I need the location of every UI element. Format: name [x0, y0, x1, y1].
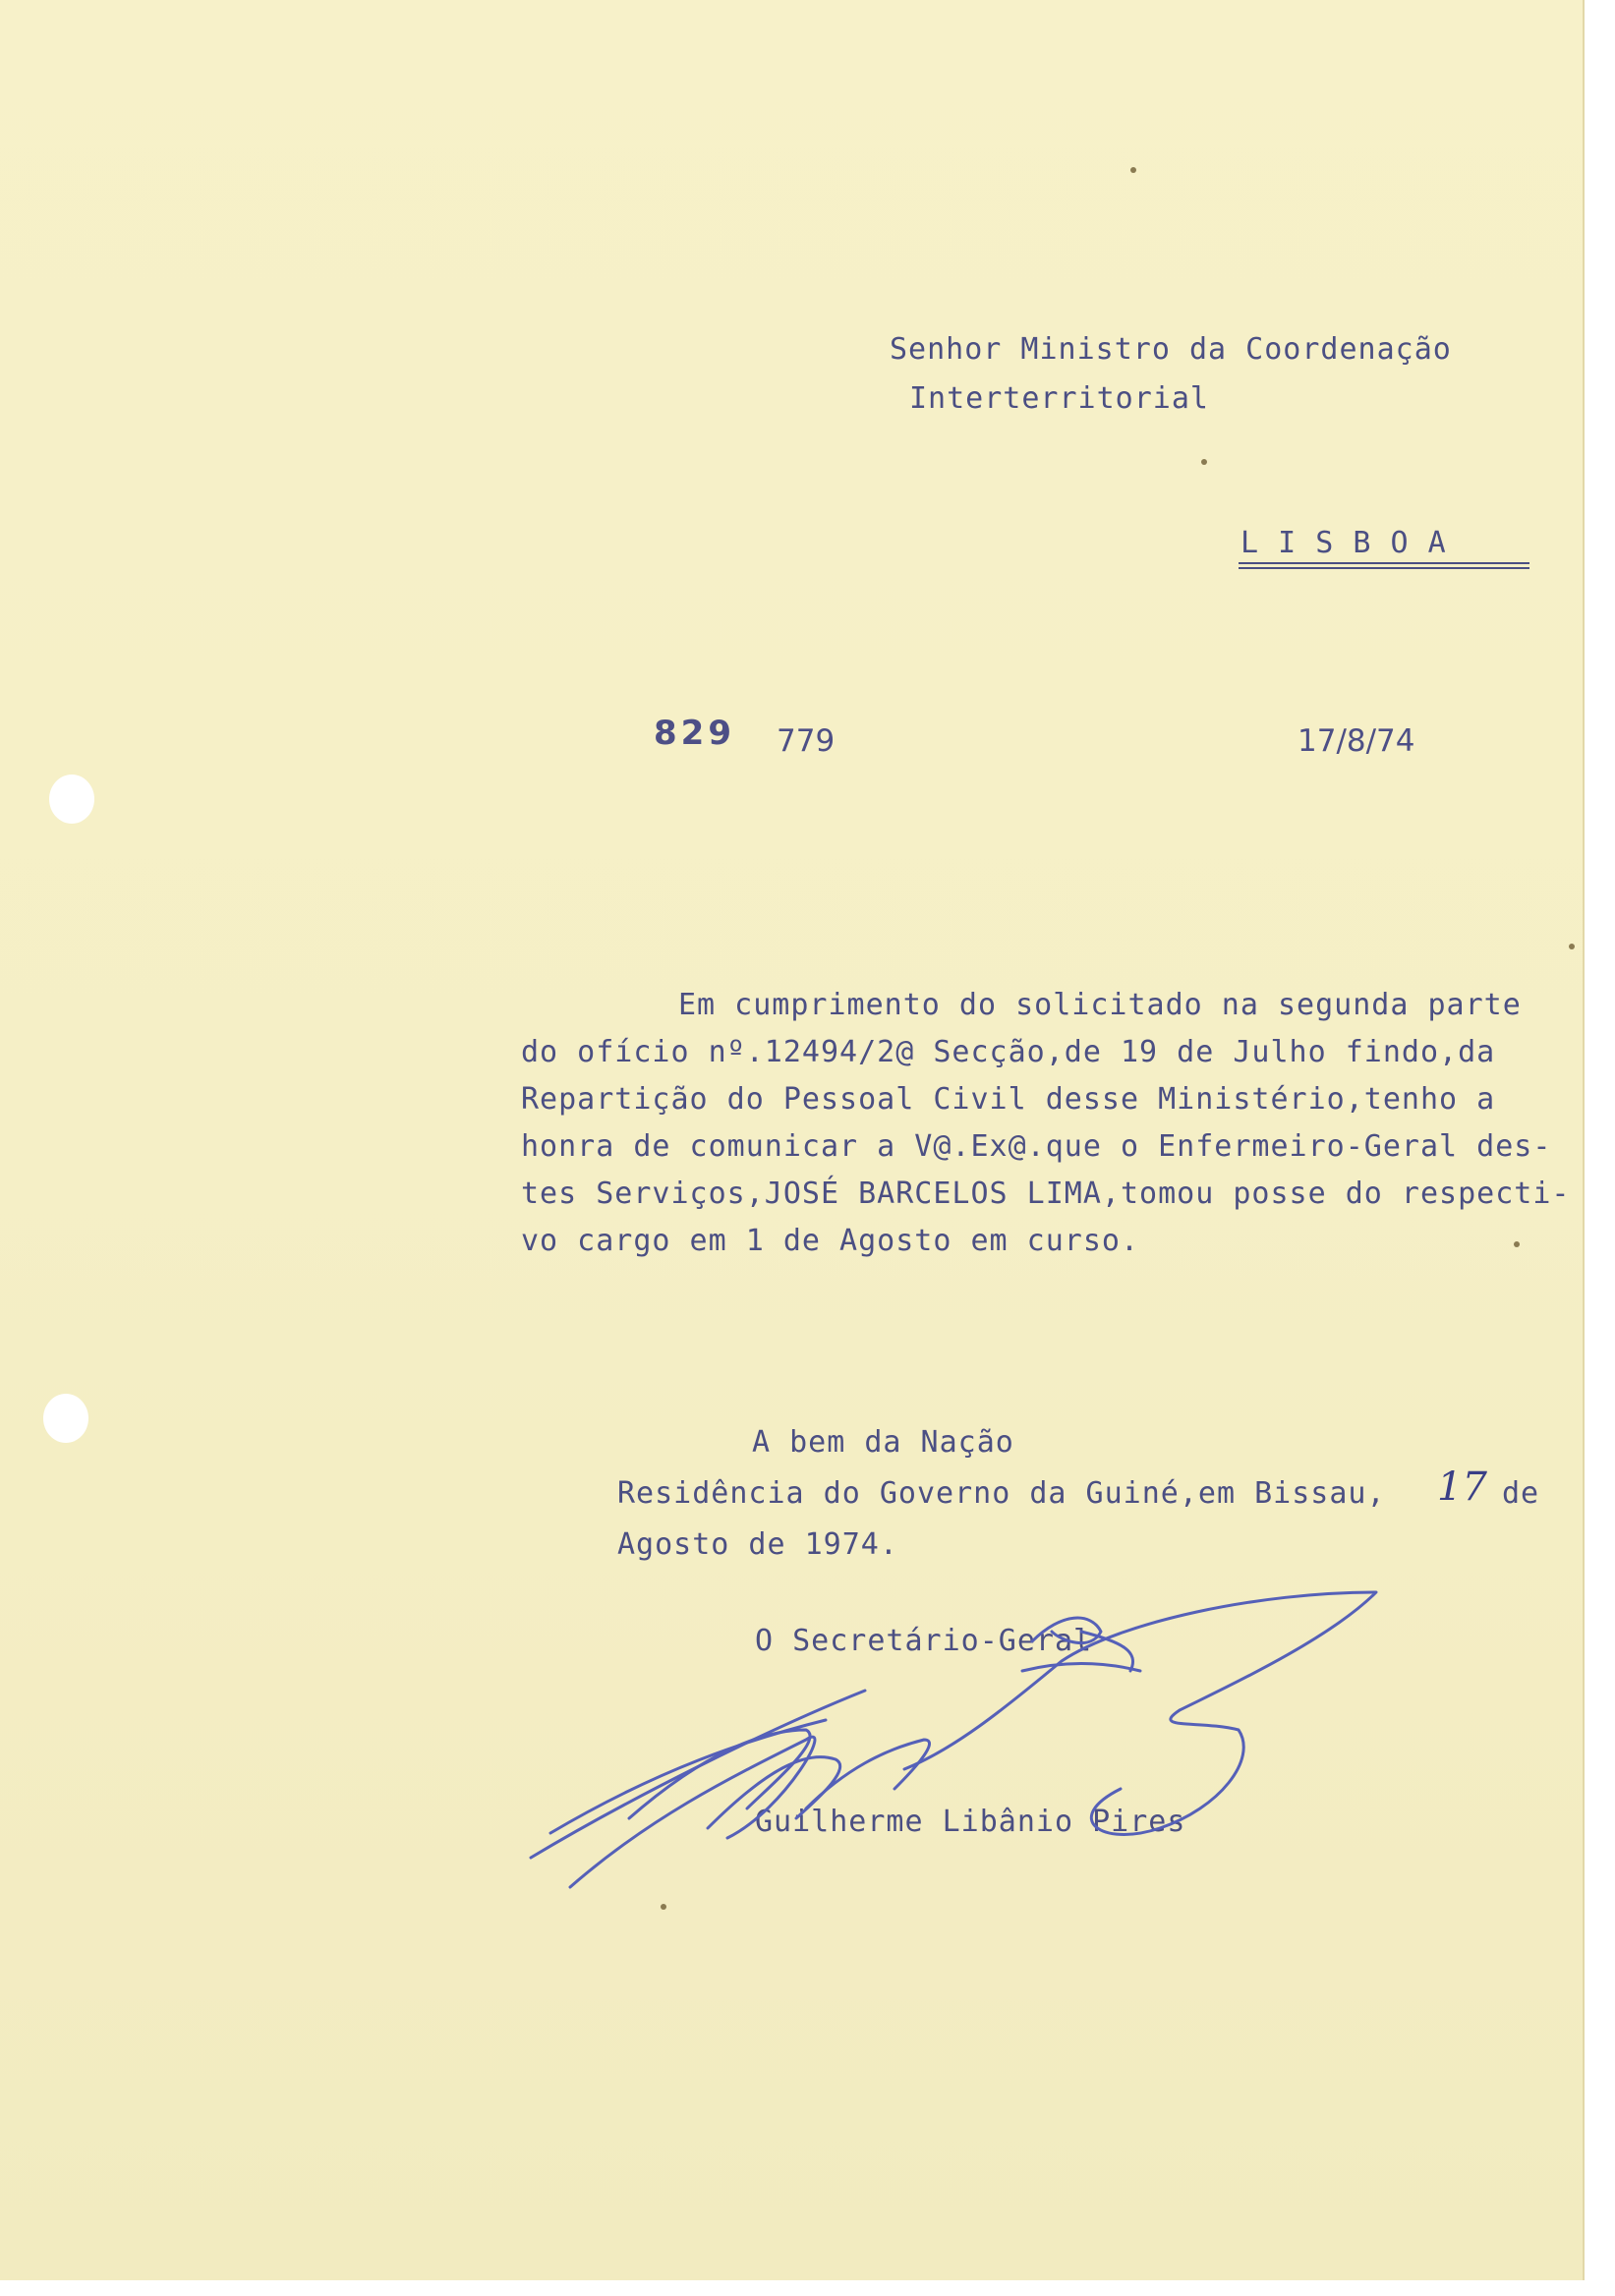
closing-place-line: Residência do Governo da Guiné,em Bissau,	[617, 1476, 1386, 1511]
closing-de: de	[1502, 1476, 1540, 1511]
reference-stamp: 829	[654, 714, 735, 753]
punch-hole	[43, 1394, 88, 1443]
paper-speck	[1201, 459, 1207, 465]
recipient-city: L I S B O A	[1240, 526, 1447, 560]
body-line-1: Em cumprimento do solicitado na segunda parte	[678, 988, 1522, 1022]
paper-speck	[1569, 944, 1575, 949]
handwritten-day: 17	[1437, 1464, 1487, 1510]
reference-date: 17/8/74	[1298, 723, 1415, 759]
body-line-6: vo cargo em 1 de Agosto em curso.	[521, 1224, 1140, 1258]
punch-hole	[49, 775, 94, 824]
closing-salutation: A bem da Nação	[752, 1425, 1014, 1460]
closing-date-line: Agosto de 1974.	[617, 1527, 898, 1562]
city-double-underline	[1239, 562, 1529, 569]
signer-title: O Secretário-Geral	[755, 1624, 1093, 1658]
paper-speck	[1130, 167, 1136, 173]
paper-speck	[1514, 1241, 1520, 1247]
body-line-2: do ofício nº.12494/2@ Secção,de 19 de Julho findo,da	[521, 1035, 1496, 1069]
handwritten-signature	[511, 1573, 1396, 1907]
recipient-line-1: Senhor Ministro da Coordenação	[890, 332, 1452, 367]
body-line-3: Repartição do Pessoal Civil desse Ministério,tenho a	[521, 1082, 1496, 1117]
reference-number: 779	[777, 723, 836, 759]
recipient-line-2: Interterritorial	[909, 381, 1209, 416]
signer-name: Guilherme Libânio Pires	[755, 1805, 1186, 1839]
body-line-5: tes Serviços,JOSÉ BARCELOS LIMA,tomou posse do respecti-	[521, 1177, 1571, 1211]
body-line-4: honra de comunicar a V@.Ex@.que o Enfermeiro-Geral des-	[521, 1129, 1552, 1164]
